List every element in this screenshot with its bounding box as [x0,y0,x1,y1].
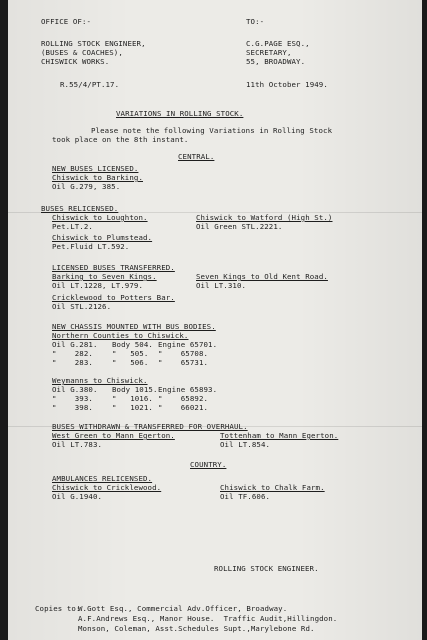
intro-line: Please note the following Variations in Rolling Stock [91,126,333,135]
country-heading: COUNTRY. [190,460,227,469]
document-title: VARIATIONS IN ROLLING STOCK. [116,109,244,118]
chassis-body: " 1021. [112,403,153,412]
route-line: Chiswick to Cricklewood. [52,483,162,492]
route-line: Barking to Seven Kings. [52,272,157,281]
chassis-oil: Oil G.380. [52,385,98,394]
chassis-oil: " 393. [52,394,93,403]
chassis-engine: " 65708. [158,349,209,358]
from-line: (BUSES & COACHES), [41,48,123,57]
chassis-oil: " 398. [52,403,93,412]
section-heading: LICENSED BUSES TRANSFERRED. [52,263,175,272]
intro-line: took place on the 8th instant. [52,135,189,144]
from-line: CHISWICK WORKS. [41,57,110,66]
copies-label: Copies to: [35,604,81,613]
section-heading: NEW BUSES LICENSED. [52,164,139,173]
chassis-engine: Engine 65893. [158,385,218,394]
vehicle-line: Oil LT.854. [220,440,271,449]
vehicle-line: Oil G.1940. [52,492,103,501]
to-line: C.G.PAGE ESQ., [246,39,310,48]
chassis-body: Body 1015. [112,385,158,394]
vehicle-line: Oil Green STL.2221. [196,222,283,231]
route-line: Chiswick to Watford (High St.) [196,213,333,222]
vehicle-line: Oil LT.310. [196,281,247,290]
chassis-body: Body 504. [112,340,153,349]
section-heading: AMBULANCES RELICENSED. [52,474,153,483]
route-line: Northern Counties to Chiswick. [52,331,189,340]
route-line: Seven Kings to Old Kent Road. [196,272,328,281]
signature: ROLLING STOCK ENGINEER. [214,564,319,573]
section-heading: BUSES WITHDRAWN & TRANSFERRED FOR OVERHAUL. [52,422,248,431]
to-line: 55, BROADWAY. [246,57,306,66]
central-heading: CENTRAL. [178,152,215,161]
chassis-engine: " 65731. [158,358,209,367]
copies-line: Monson, Coleman, Asst.Schedules Supt.,Marylebone Rd. [78,624,315,633]
chassis-oil: " 283. [52,358,93,367]
route-line: Weymanns to Chiswick. [52,376,148,385]
chassis-body: " 506. [112,358,149,367]
chassis-engine: " 66021. [158,403,209,412]
chassis-body: " 1016. [112,394,153,403]
route-line: Chiswick to Loughton. [52,213,148,222]
reference-number: R.55/4/PT.17. [60,80,120,89]
chassis-engine: " 65892. [158,394,209,403]
vehicle-line: Oil G.279, 385. [52,182,121,191]
route-line: Cricklewood to Potters Bar. [52,293,175,302]
vehicle-line: Pet.Fluid LT.592. [52,242,130,251]
to-line: SECRETARY, [246,48,292,57]
route-line: Chiswick to Plumstead. [52,233,153,242]
copies-line: A.F.Andrews Esq., Manor House. Traffic Audit,Hillingdon. [78,614,338,623]
copies-line: W.Gott Esq., Commercial Adv.Officer, Broadway. [78,604,288,613]
route-line: West Green to Mann Egerton. [52,431,175,440]
vehicle-line: Oil STL.2126. [52,302,112,311]
vehicle-line: Pet.LT.2. [52,222,93,231]
to-label: TO:- [246,17,265,26]
chassis-oil: Oil G.281. [52,340,98,349]
office-of-label: OFFICE OF:- [41,17,92,26]
document-page [8,0,422,640]
route-line: Tottenham to Mann Egerton. [220,431,339,440]
route-line: Chiswick to Chalk Farm. [220,483,325,492]
section-heading: BUSES RELICENSED. [41,204,119,213]
route-line: Chiswick to Barking. [52,173,143,182]
vehicle-line: Oil LT.1228, LT.979. [52,281,143,290]
document-date: 11th October 1949. [246,80,328,89]
from-line: ROLLING STOCK ENGINEER, [41,39,146,48]
chassis-oil: " 282. [52,349,93,358]
chassis-body: " 505. [112,349,149,358]
vehicle-line: Oil TF.606. [220,492,271,501]
section-heading: NEW CHASSIS MOUNTED WITH BUS BODIES. [52,322,216,331]
chassis-engine: Engine 65701. [158,340,218,349]
vehicle-line: Oil LT.783. [52,440,103,449]
